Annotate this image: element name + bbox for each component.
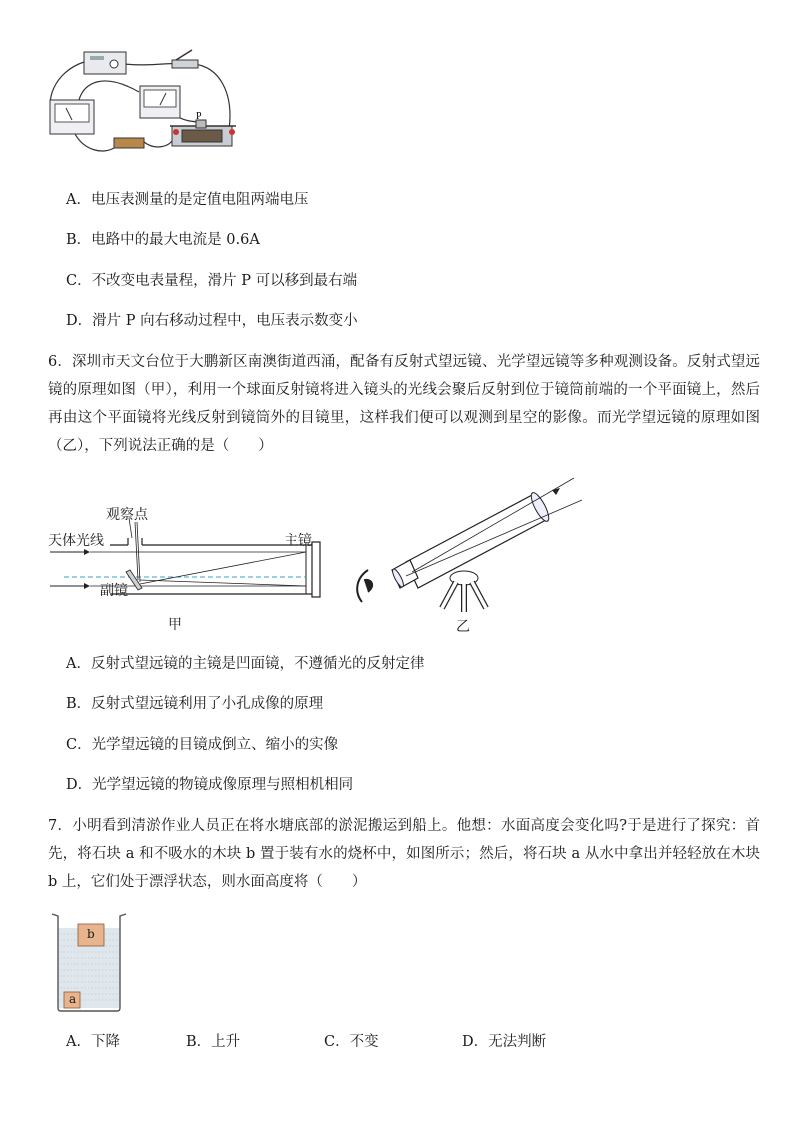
- q7-stem: 7．小明看到清淤作业人员正在将水塘底部的淤泥搬运到船上。他想：水面高度会变化吗?于是进行了探究：首先，将石块 a 和不吸水的木块 b 置于装有水的烧杯中，如图所示；然后，将石块 a 从水中拿出并轻轻放在木块 b 上，它们处于漂浮状态，则水面高度将（ ）: [48, 818, 760, 890]
- circuit-figure: [44, 42, 244, 160]
- caption-jia: 甲: [168, 617, 182, 633]
- q6-option-d: D．光学望远镜的物镜成像原理与照相机相同: [66, 777, 354, 793]
- beaker-figure: [48, 910, 128, 1012]
- label-observe-point: 观察点: [106, 507, 148, 523]
- q6-stem: 6．深圳市天文台位于大鹏新区南澳街道西涌，配备有反射式望远镜、光学望远镜等多种观测设备。反射式望远镜的原理如图（甲），利用一个球面反射镜将进入镜头的光线会聚后反射到位于镜筒前端的一个平面镜上，然后再由这个平面镜将光线反射到镜筒外的目镜里，这样我们便可以观测到星空的影像。而光学望远镜的原理如图（乙），下列说法正确的是（ ）: [48, 354, 760, 454]
- label-main-mirror: 主镜: [284, 533, 312, 549]
- q6-option-c: C．光学望远镜的目镜成倒立、缩小的实像: [66, 737, 339, 753]
- q5-option-d: D．滑片 P 向右移动过程中，电压表示数变小: [66, 313, 358, 329]
- q5-option-b: B．电路中的最大电流是 0.6A: [66, 232, 260, 248]
- q5-option-c: C．不改变电表量程，滑片 P 可以移到最右端: [66, 273, 358, 289]
- q7-option-d: D．无法判断: [462, 1034, 547, 1050]
- reflecting-telescope-figure: [44, 500, 334, 635]
- label-secondary-mirror: 副镜: [100, 583, 128, 599]
- label-stone-a: a: [69, 992, 77, 1006]
- q5-option-a: A．电压表测量的是定值电阻两端电压: [66, 192, 309, 208]
- label-celestial-light: 天体光线: [48, 533, 104, 549]
- q6-option-a: A．反射式望远镜的主镜是凹面镜，不遵循光的反射定律: [66, 656, 425, 672]
- q6-option-b: B．反射式望远镜利用了小孔成像的原理: [66, 696, 324, 712]
- slider-label-P: P: [196, 111, 202, 122]
- refracting-telescope-figure: [346, 474, 586, 639]
- q7-option-a: A．下降: [66, 1034, 120, 1050]
- label-block-b: b: [87, 927, 95, 941]
- caption-yi: 乙: [456, 619, 470, 635]
- q7-option-c: C．不变: [324, 1034, 379, 1050]
- q7-option-b: B．上升: [186, 1034, 241, 1050]
